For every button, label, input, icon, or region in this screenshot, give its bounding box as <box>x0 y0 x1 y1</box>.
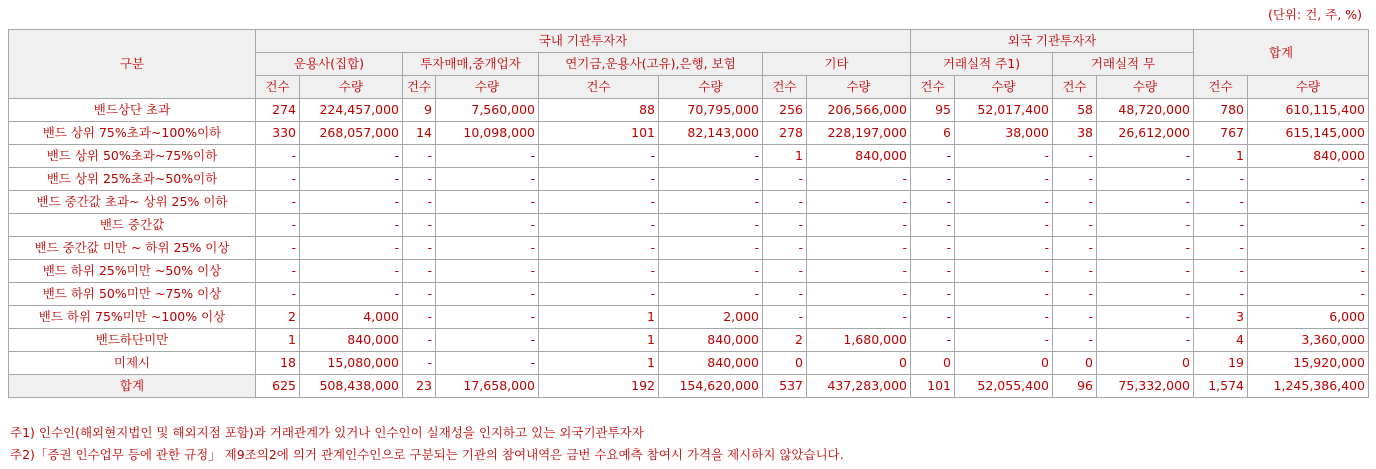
cell-quantity: - <box>659 191 763 214</box>
cell-count: 6 <box>911 122 955 145</box>
cell-count: - <box>1053 191 1097 214</box>
cell-quantity: - <box>955 145 1053 168</box>
unit-label: (단위: 건, 주, %) <box>1267 7 1362 22</box>
cell-count: 96 <box>1053 375 1097 398</box>
cell-count: 58 <box>1053 99 1097 122</box>
row-label: 밴드상단 초과 <box>9 99 256 122</box>
cell-quantity: - <box>807 283 911 306</box>
cell-count: 14 <box>403 122 436 145</box>
cell-quantity: - <box>1248 214 1369 237</box>
cell-count: 780 <box>1194 99 1248 122</box>
cell-count: 88 <box>539 99 659 122</box>
cell-quantity: - <box>807 214 911 237</box>
header-quantity: 수량 <box>659 76 763 99</box>
row-label: 밴드 상위 50%초과~75%이하 <box>9 145 256 168</box>
cell-quantity: 1,680,000 <box>807 329 911 352</box>
table-row <box>9 283 1369 306</box>
cell-count: - <box>1194 214 1248 237</box>
cell-count: - <box>1194 168 1248 191</box>
cell-count: 1 <box>256 329 300 352</box>
cell-quantity: 615,145,000 <box>1248 122 1369 145</box>
cell-count: - <box>539 237 659 260</box>
cell-count: 23 <box>403 375 436 398</box>
cell-quantity: 224,457,000 <box>300 99 403 122</box>
cell-quantity: - <box>955 283 1053 306</box>
cell-count: - <box>763 237 807 260</box>
cell-count: - <box>256 260 300 283</box>
header-count: 건수 <box>1053 76 1097 99</box>
cell-quantity: - <box>1097 237 1194 260</box>
cell-count: - <box>763 168 807 191</box>
row-label: 밴드 중간값 미만 ~ 하위 25% 이상 <box>9 237 256 260</box>
header-foreign-with-record: 거래실적 주1) <box>911 53 1053 76</box>
header-quantity: 수량 <box>807 76 911 99</box>
header-count: 건수 <box>1194 76 1248 99</box>
header-count: 건수 <box>403 76 436 99</box>
cell-quantity: - <box>807 237 911 260</box>
header-quantity: 수량 <box>955 76 1053 99</box>
cell-quantity: 268,057,000 <box>300 122 403 145</box>
row-label: 밴드 상위 25%초과~50%이하 <box>9 168 256 191</box>
cell-count: 256 <box>763 99 807 122</box>
cell-count: - <box>911 145 955 168</box>
row-label: 밴드 하위 50%미만 ~75% 이상 <box>9 283 256 306</box>
header-other: 기타 <box>763 53 911 76</box>
cell-quantity: - <box>436 352 539 375</box>
cell-quantity: - <box>1248 283 1369 306</box>
cell-count: - <box>403 214 436 237</box>
cell-count: - <box>539 283 659 306</box>
table-row <box>9 145 1369 168</box>
header-quantity: 수량 <box>300 76 403 99</box>
table-row <box>9 260 1369 283</box>
cell-count: 1 <box>539 352 659 375</box>
cell-count: 101 <box>911 375 955 398</box>
cell-count: - <box>1053 306 1097 329</box>
cell-count: 274 <box>256 99 300 122</box>
cell-quantity: 154,620,000 <box>659 375 763 398</box>
header-count: 건수 <box>539 76 659 99</box>
cell-count: - <box>911 283 955 306</box>
cell-quantity: - <box>1097 283 1194 306</box>
cell-count: 19 <box>1194 352 1248 375</box>
cell-count: - <box>256 168 300 191</box>
cell-quantity: - <box>659 260 763 283</box>
cell-quantity: - <box>300 237 403 260</box>
cell-quantity: - <box>436 237 539 260</box>
header-pension-bank-insurance: 연기금,운용사(고유),은행, 보험 <box>539 53 763 76</box>
cell-count: - <box>1194 191 1248 214</box>
cell-quantity: - <box>1097 214 1194 237</box>
cell-count: - <box>256 237 300 260</box>
table-row <box>9 168 1369 191</box>
cell-count: - <box>1194 283 1248 306</box>
cell-quantity: 15,080,000 <box>300 352 403 375</box>
cell-quantity: - <box>659 168 763 191</box>
table-row <box>9 122 1369 145</box>
cell-count: - <box>911 237 955 260</box>
cell-count: - <box>403 306 436 329</box>
cell-quantity: - <box>1097 329 1194 352</box>
cell-quantity: - <box>955 329 1053 352</box>
cell-count: - <box>539 214 659 237</box>
cell-quantity: - <box>659 237 763 260</box>
row-label: 합계 <box>9 375 256 398</box>
cell-quantity: - <box>436 145 539 168</box>
row-label: 밴드 중간값 <box>9 214 256 237</box>
cell-quantity: 4,000 <box>300 306 403 329</box>
cell-count: - <box>1053 214 1097 237</box>
cell-quantity: - <box>1248 237 1369 260</box>
cell-count: 0 <box>911 352 955 375</box>
cell-quantity: - <box>1097 168 1194 191</box>
cell-count: - <box>256 145 300 168</box>
footnotes <box>10 422 844 466</box>
header-category: 구분 <box>9 30 256 99</box>
cell-count: - <box>403 237 436 260</box>
cell-count: - <box>911 214 955 237</box>
cell-quantity: 0 <box>807 352 911 375</box>
header-quantity: 수량 <box>1248 76 1369 99</box>
cell-quantity: - <box>436 191 539 214</box>
cell-quantity: - <box>955 237 1053 260</box>
cell-quantity: 840,000 <box>1248 145 1369 168</box>
cell-quantity: 7,560,000 <box>436 99 539 122</box>
footnote-1: 주1) 인수인(해외현지법인 및 해외지점 포함)과 거래관계가 있거나 인수인이 실재성을 인지하고 있는 외국기관투자자 <box>10 425 644 440</box>
cell-quantity: - <box>955 214 1053 237</box>
cell-count: - <box>1053 145 1097 168</box>
cell-count: 9 <box>403 99 436 122</box>
header-quantity: 수량 <box>1097 76 1194 99</box>
cell-count: - <box>911 329 955 352</box>
cell-count: 1,574 <box>1194 375 1248 398</box>
header-foreign-investors: 외국 기관투자자 <box>911 30 1194 53</box>
cell-count: - <box>403 283 436 306</box>
cell-count: 3 <box>1194 306 1248 329</box>
cell-count: - <box>911 191 955 214</box>
cell-quantity: - <box>300 145 403 168</box>
cell-count: - <box>1194 237 1248 260</box>
cell-count: - <box>1053 260 1097 283</box>
cell-count: - <box>256 191 300 214</box>
cell-quantity: - <box>300 283 403 306</box>
cell-count: - <box>403 145 436 168</box>
cell-quantity: 17,658,000 <box>436 375 539 398</box>
cell-count: 101 <box>539 122 659 145</box>
cell-quantity: 52,017,400 <box>955 99 1053 122</box>
cell-count: - <box>539 260 659 283</box>
cell-count: - <box>256 214 300 237</box>
cell-quantity: - <box>659 283 763 306</box>
cell-quantity: - <box>807 260 911 283</box>
cell-quantity: 840,000 <box>659 352 763 375</box>
table-row <box>9 375 1369 398</box>
cell-quantity: 70,795,000 <box>659 99 763 122</box>
cell-quantity: - <box>300 191 403 214</box>
cell-quantity: 82,143,000 <box>659 122 763 145</box>
cell-quantity: - <box>300 214 403 237</box>
cell-quantity: - <box>1248 168 1369 191</box>
cell-count: - <box>763 260 807 283</box>
cell-count: - <box>403 191 436 214</box>
cell-count: 192 <box>539 375 659 398</box>
cell-count: 4 <box>1194 329 1248 352</box>
cell-quantity: - <box>807 191 911 214</box>
header-asset-manager-collective: 운용사(집합) <box>256 53 403 76</box>
cell-quantity: - <box>807 306 911 329</box>
cell-quantity: - <box>436 260 539 283</box>
cell-count: - <box>763 283 807 306</box>
cell-count: 625 <box>256 375 300 398</box>
cell-quantity: 437,283,000 <box>807 375 911 398</box>
cell-count: 537 <box>763 375 807 398</box>
cell-count: - <box>403 352 436 375</box>
cell-quantity: - <box>955 168 1053 191</box>
cell-quantity: - <box>1097 306 1194 329</box>
cell-quantity: 508,438,000 <box>300 375 403 398</box>
cell-quantity: - <box>955 306 1053 329</box>
cell-count: - <box>911 306 955 329</box>
cell-count: 0 <box>1053 352 1097 375</box>
cell-count: 278 <box>763 122 807 145</box>
cell-count: 1 <box>539 306 659 329</box>
header-quantity: 수량 <box>436 76 539 99</box>
cell-quantity: 52,055,400 <box>955 375 1053 398</box>
cell-quantity: - <box>1097 191 1194 214</box>
row-label: 밴드 하위 75%미만 ~100% 이상 <box>9 306 256 329</box>
cell-count: - <box>763 306 807 329</box>
row-label: 밴드 하위 25%미만 ~50% 이상 <box>9 260 256 283</box>
cell-count: - <box>539 191 659 214</box>
cell-quantity: - <box>300 168 403 191</box>
cell-count: - <box>763 191 807 214</box>
table-row <box>9 306 1369 329</box>
header-total: 합계 <box>1194 30 1369 76</box>
cell-quantity: 38,000 <box>955 122 1053 145</box>
row-label: 밴드 중간값 초과~ 상위 25% 이하 <box>9 191 256 214</box>
cell-quantity: - <box>659 214 763 237</box>
cell-quantity: - <box>659 145 763 168</box>
cell-quantity: - <box>1248 260 1369 283</box>
cell-count: 330 <box>256 122 300 145</box>
cell-quantity: 0 <box>1097 352 1194 375</box>
cell-quantity: 228,197,000 <box>807 122 911 145</box>
header-count: 건수 <box>256 76 300 99</box>
cell-count: 1 <box>1194 145 1248 168</box>
cell-count: - <box>911 168 955 191</box>
cell-count: 95 <box>911 99 955 122</box>
cell-quantity: - <box>955 260 1053 283</box>
header-brokers-dealers: 투자매매,중개업자 <box>403 53 539 76</box>
cell-count: 38 <box>1053 122 1097 145</box>
cell-count: - <box>763 214 807 237</box>
cell-quantity: - <box>1097 145 1194 168</box>
cell-quantity: 840,000 <box>807 145 911 168</box>
cell-quantity: - <box>955 191 1053 214</box>
cell-count: - <box>539 145 659 168</box>
footnote-2: 주2)「증권 인수업무 등에 관한 규정」 제9조의2에 의거 관계인수인으로 구분되는 기관의 참여내역은 금번 수요예측 참여시 가격을 제시하지 않았습니다. <box>10 447 844 462</box>
row-label: 밴드하단미만 <box>9 329 256 352</box>
cell-quantity: - <box>1097 260 1194 283</box>
cell-quantity: - <box>436 329 539 352</box>
row-label: 미제시 <box>9 352 256 375</box>
table-row <box>9 352 1369 375</box>
cell-quantity: 26,612,000 <box>1097 122 1194 145</box>
cell-quantity: 610,115,400 <box>1248 99 1369 122</box>
cell-quantity: 1,245,386,400 <box>1248 375 1369 398</box>
cell-quantity: 0 <box>955 352 1053 375</box>
cell-count: 0 <box>763 352 807 375</box>
cell-count: 2 <box>763 329 807 352</box>
cell-count: 18 <box>256 352 300 375</box>
table-row <box>9 214 1369 237</box>
cell-count: - <box>539 168 659 191</box>
cell-count: - <box>1053 237 1097 260</box>
cell-count: 1 <box>763 145 807 168</box>
cell-count: - <box>403 260 436 283</box>
cell-quantity: 2,000 <box>659 306 763 329</box>
cell-quantity: 75,332,000 <box>1097 375 1194 398</box>
demand-forecast-table <box>8 29 1369 398</box>
cell-count: 2 <box>256 306 300 329</box>
cell-quantity: - <box>807 168 911 191</box>
cell-quantity: 840,000 <box>659 329 763 352</box>
header-count: 건수 <box>763 76 807 99</box>
cell-quantity: - <box>436 168 539 191</box>
header-count: 건수 <box>911 76 955 99</box>
cell-quantity: 206,566,000 <box>807 99 911 122</box>
header-foreign-no-record: 거래실적 무 <box>1053 53 1194 76</box>
cell-quantity: - <box>300 260 403 283</box>
cell-quantity: - <box>436 283 539 306</box>
cell-count: - <box>256 283 300 306</box>
cell-quantity: - <box>1248 191 1369 214</box>
header-domestic-investors: 국내 기관투자자 <box>256 30 911 53</box>
cell-count: - <box>403 168 436 191</box>
cell-count: - <box>1053 283 1097 306</box>
cell-quantity: - <box>436 214 539 237</box>
table-row <box>9 191 1369 214</box>
cell-quantity: - <box>436 306 539 329</box>
row-label: 밴드 상위 75%초과~100%이하 <box>9 122 256 145</box>
cell-quantity: 48,720,000 <box>1097 99 1194 122</box>
cell-quantity: 10,098,000 <box>436 122 539 145</box>
cell-count: - <box>1053 168 1097 191</box>
cell-count: - <box>911 260 955 283</box>
table-row <box>9 237 1369 260</box>
table-row <box>9 99 1369 122</box>
cell-count: 767 <box>1194 122 1248 145</box>
cell-count: 1 <box>539 329 659 352</box>
cell-quantity: 15,920,000 <box>1248 352 1369 375</box>
cell-count: - <box>1194 260 1248 283</box>
cell-quantity: 840,000 <box>300 329 403 352</box>
table-row <box>9 329 1369 352</box>
cell-quantity: 3,360,000 <box>1248 329 1369 352</box>
cell-count: - <box>1053 329 1097 352</box>
cell-count: - <box>403 329 436 352</box>
cell-quantity: 6,000 <box>1248 306 1369 329</box>
